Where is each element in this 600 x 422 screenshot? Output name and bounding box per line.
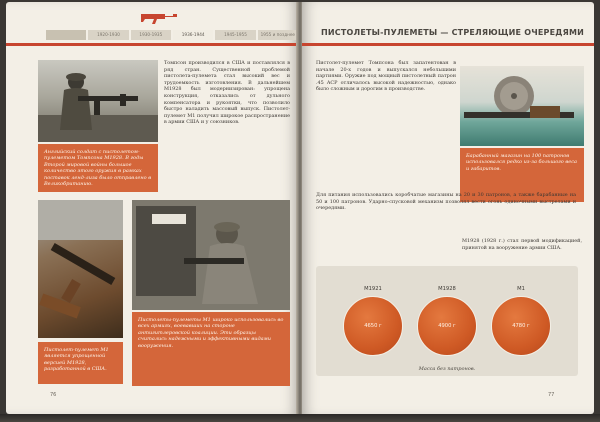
submachine-gun-icon	[139, 9, 179, 25]
photo-illustration	[38, 200, 123, 338]
header-rule	[6, 43, 298, 46]
photo-caption: Барабанный магазин на 100 патронов использовался редко из-за большого веса и габаритов.	[460, 148, 584, 202]
book-spread	[6, 2, 594, 414]
magazine-weights-panel	[316, 266, 578, 376]
header-rule	[302, 43, 594, 46]
left-page	[6, 2, 298, 414]
era-tab[interactable]: 1955 и позднее	[258, 30, 298, 40]
photo-illustration	[38, 60, 158, 142]
magazine-weight-item	[412, 286, 482, 356]
photo-caption: Английский солдат с пистолетом-пулеметом Томпсона М1928. В годы Второй мировой войны большое количество этого оружия в рамках поставок ленд-лиза было отправлено в Великобританию.	[38, 144, 158, 192]
book-shadow	[0, 414, 600, 422]
weight-value: 4900 г	[438, 323, 456, 329]
page-number: 77	[548, 392, 555, 398]
weight-value: 4650 г	[364, 323, 382, 329]
body-text: Томпсон производился в США и поставлялся в ряд стран. Существенной проблемой пистолета-пулемета стал высокий вес и трудоемкость изготовления. В дальнейшем М1928 был модернизирован: упрощена конструкция, отказались от дульного компенсатора и рукоятки, что позволило быстро наладить массовый выпуск. Пистолет-пулемет М1 получил широкое распространение в армии США и у союзников.	[164, 60, 290, 126]
era-tab[interactable]	[46, 30, 86, 40]
page-number: 76	[50, 392, 57, 398]
weight-circle	[417, 296, 477, 356]
weight-circle	[343, 296, 403, 356]
right-page	[302, 2, 594, 414]
model-label: M1	[517, 286, 525, 292]
panel-caption: Масса без патронов.	[418, 366, 476, 372]
photo-illustration	[460, 66, 584, 146]
era-tabs	[6, 30, 298, 40]
era-tab[interactable]: 1920-1930	[88, 30, 128, 40]
weight-value: 4780 г	[512, 323, 530, 329]
body-text: Для питания использовались коробчатые магазины на 20 и 30 патронов, а также барабанные на 50 и 100 патронов. Ударно-спусковой механизм позволял вести огонь одиночными выстрелами и очередями.	[316, 192, 576, 212]
photo-illustration	[132, 200, 290, 310]
photo-thompson-m1	[38, 200, 123, 338]
model-label: M1928	[438, 286, 456, 292]
era-tab-active[interactable]: 1936-1944	[173, 30, 213, 40]
photo-caption: Пистолеты-пулеметы М1 широко использовались во всех армиях, воевавших на стороне антигитлеровской коалиции. Эти образцы считались надежными и эффективными видами вооружения.	[132, 312, 290, 386]
era-tab[interactable]: 1930-1935	[131, 30, 171, 40]
weight-circle	[491, 296, 551, 356]
model-label: M1921	[364, 286, 382, 292]
body-text: Пистолет-пулемет Томпсона был запатентован в начале 20-х годов и выпускался небольшими партиями. Оружие под мощный пистолетный патрон .45 ACP отличалось высокой надежностью, однако было сложным и дорогим в производстве.	[316, 60, 456, 93]
magazine-weight-item	[486, 286, 556, 356]
era-tab[interactable]: 1945-1955	[215, 30, 255, 40]
magazine-weight-item	[338, 286, 408, 356]
body-text: М1928 (1928 г.) стал первой модификацией, принятой на вооружение армии США.	[462, 238, 582, 251]
photo-soldier-with-thompson	[38, 60, 158, 142]
photo-drum-magazine-gun	[460, 66, 584, 146]
photo-soldier-in-vehicle	[132, 200, 290, 310]
photo-caption: Пистолет-пулемет М1 является упрощенной версией М1928, разработанной в США.	[38, 342, 123, 384]
chapter-title: ПИСТОЛЕТЫ-ПУЛЕМЕТЫ — СТРЕЛЯЮЩИЕ ОЧЕРЕДЯМИ	[320, 28, 584, 37]
